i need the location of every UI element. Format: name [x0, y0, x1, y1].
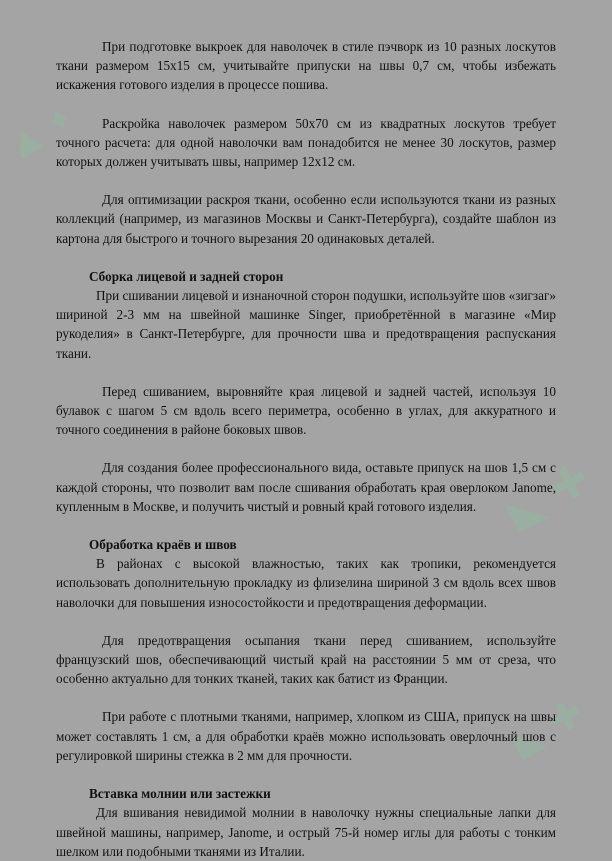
watermark-logo: ◣ ✚	[498, 452, 598, 539]
section-heading: Сборка лицевой и задней сторон	[89, 268, 284, 284]
paragraph: При сшивании лицевой и изнаночной сторон подушки, используйте шов «зигзаг» шириной 2-3 мм на швейной машинке Singer, приобретённой в магазине «Мир рукоделия» в Санкт-Петербурге, для прочности шва и предотвращения распускания ткани.	[56, 288, 556, 361]
watermark-logo: ◣ ✚	[504, 690, 591, 764]
paragraph: Перед сшиванием, выровняйте края лицевой и задней частей, используя 10 булавок с шагом 5 см вдоль всего периметра, особенно в углах, для аккуратного и точного соединения в районе боковых швов.	[56, 383, 556, 438]
section-heading: Вставка молнии или застежки	[89, 786, 271, 802]
paragraph: Для создания более профессионального вида, оставьте припуск на шов 1,5 см с каждой стороны, что позволит вам после сшивания обработать края оверлоком Janome, купленным в Москве, и получить чистый и ровный край готового изделия.	[56, 460, 556, 514]
document-page	[56, 37, 556, 861]
paragraph: При подготовке выкроек для наволочек в стиле пэчворк из 10 разных лоскутов ткани размером 15x15 см, учитывайте припуски на швы 0,7 см, чтобы избежать искажения готового изделия в процессе пошива.	[56, 39, 556, 93]
watermark-logo: ▲ ✦	[4, 96, 82, 164]
paragraph: Для предотвращения осыпания ткани перед сшиванием, используйте французский шов, обеспечивающий чистый край на расстоянии 5 мм от среза, что особенно актуально для тонких тканей, таких как батист из Франции.	[56, 632, 556, 687]
paragraph: Для оптимизации раскроя ткани, особенно если используются ткани из разных коллекций (например, из магазинов Москвы и Санкт-Петербурга), создайте шаблон из картона для быстрого и точного вырезания 20 одинаковых деталей.	[56, 192, 556, 246]
section-heading: Обработка краёв и швов	[89, 537, 237, 553]
paragraph: При работе с плотными тканями, например, хлопком из США, припуск на швы может составлять 1 см, а для обработки краёв можно использовать оверлочный шов с регулировкой ширины стежка в 2 мм для прочности.	[56, 709, 556, 763]
paragraph: Раскройка наволочек размером 50x70 см из квадратных лоскутов требует точного расчета: для одной наволочки вам понадобится не менее 30 лоскутов, размер которых должен учитывать швы, например 12x12 см.	[56, 115, 556, 170]
paragraph: В районах с высокой влажностью, таких как тропики, рекомендуется использовать дополнительную прокладку из флизелина шириной 3 см вдоль всех швов наволочки для повышения износостойкости и предотвращения деформации.	[56, 556, 556, 610]
paragraph: Для вшивания невидимой молнии в наволочку нужны специальные лапки для швейной машины, например, Janome, и острый 75-й номер иглы для работы с тонким шелком или подобными тканями из Италии.	[56, 805, 556, 859]
